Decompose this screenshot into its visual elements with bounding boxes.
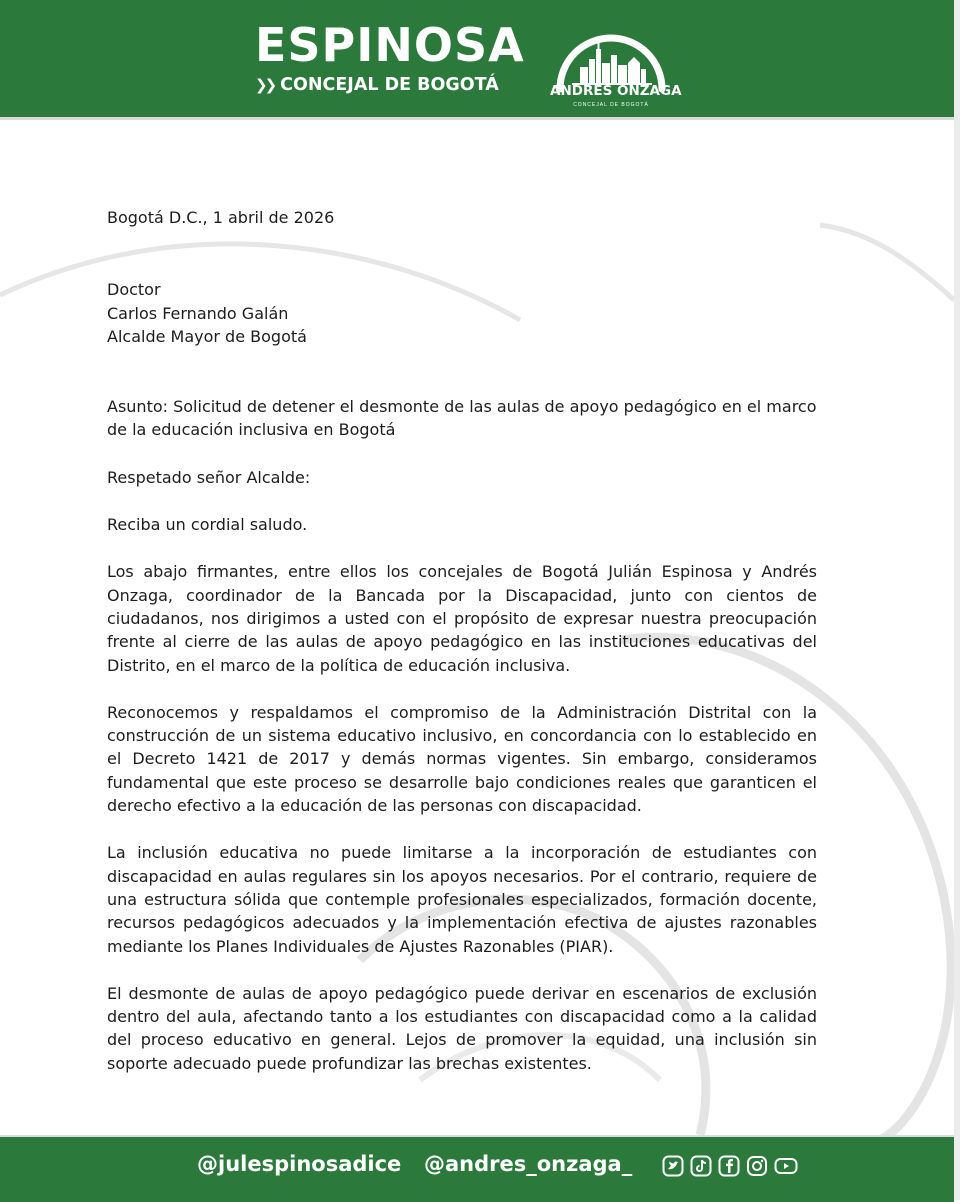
- espinosa-logo: [255, 18, 525, 96]
- date-line: Bogotá D.C., 1 abril de 2026: [107, 208, 335, 227]
- greeting: Reciba un cordial saludo.: [107, 515, 308, 535]
- paragraph: Los abajo firmantes, entre ellos los concejales de Bogotá Julián Espinosa y Andrés Onzaga, coordinador de la Bancada por la Discapacidad, junto con cientos de ciudadanos, nos dirigimos a usted con el propósito de expresar nuestra preocupación frente al cierre de las aulas de apoyo pedagógico en las instituciones educativas del Distrito, en el marco de la política de educación inclusiva.: [107, 562, 817, 675]
- onzaga-seal-logo: [550, 5, 682, 113]
- letter-body: [107, 206, 817, 1075]
- twitter-icon: [662, 1155, 684, 1177]
- brand-subtitle-text: CONCEJAL DE BOGOTÁ: [280, 75, 499, 95]
- social-handle-onzaga: @andres_onzaga_: [424, 1152, 633, 1176]
- brand-subtitle: [255, 74, 515, 96]
- paragraph: La inclusión educativa no puede limitarse a la incorporación de estudiantes con discapacidad en aulas regulares sin los apoyos necesarios. Por el contrario, requiere de una estructura sólida que contemple profesionales especializados, formación docente, recursos pedagógicos adecuados y la implementación efectiva de ajustes razonables mediante los Planes Individuales de Ajustes Razonables (PIAR).: [107, 843, 817, 956]
- page-edge: [954, 0, 960, 1200]
- instagram-icon: [746, 1155, 768, 1177]
- double-chevron-icon: ❯❯: [255, 76, 275, 94]
- recipient-name: Carlos Fernando Galán: [107, 303, 289, 323]
- facebook-icon: [718, 1155, 740, 1177]
- youtube-icon: [774, 1155, 798, 1177]
- recipient-position: Alcalde Mayor de Bogotá: [107, 326, 307, 346]
- paragraph: El desmonte de aulas de apoyo pedagógico puede derivar en escenarios de exclusión dentro del aula, afectando tanto a los estudiantes con discapacidad como a la calidad del proceso educativo en general. Lejos de promover la equidad, una inclusión sin soporte adecuado puede profundizar las brechas existentes.: [107, 983, 817, 1073]
- letterhead-footer: [0, 1135, 954, 1202]
- recipient-title: Doctor: [107, 280, 161, 300]
- paragraph: Reconocemos y respaldamos el compromiso de la Administración Distrital con la construcción de un sistema educativo inclusivo, en concordancia con lo establecido en el Decreto 1421 de 2017 y demás normas vigentes. Sin embargo, consideramos fundamental que este proceso se desarrolle bajo condiciones reales que garanticen el derecho efectivo a la educación de las personas con discapacidad.: [107, 702, 817, 816]
- social-icons: [662, 1155, 798, 1177]
- social-handle-espinosa: @julespinosadice: [197, 1152, 402, 1176]
- letterhead-header: [0, 0, 954, 120]
- seal-name: ANDRÉS ONZAGA: [550, 83, 682, 99]
- tiktok-icon: [690, 1155, 712, 1177]
- brand-name: ESPINOSA: [255, 18, 525, 72]
- subject-line: Asunto: Solicitud de detener el desmonte de las aulas de apoyo pedagógico en el marco de la educación inclusiva en Bogotá: [107, 397, 817, 440]
- salutation: Respetado señor Alcalde:: [107, 467, 311, 487]
- seal-role: CONCEJAL DE BOGOTÁ: [573, 102, 649, 108]
